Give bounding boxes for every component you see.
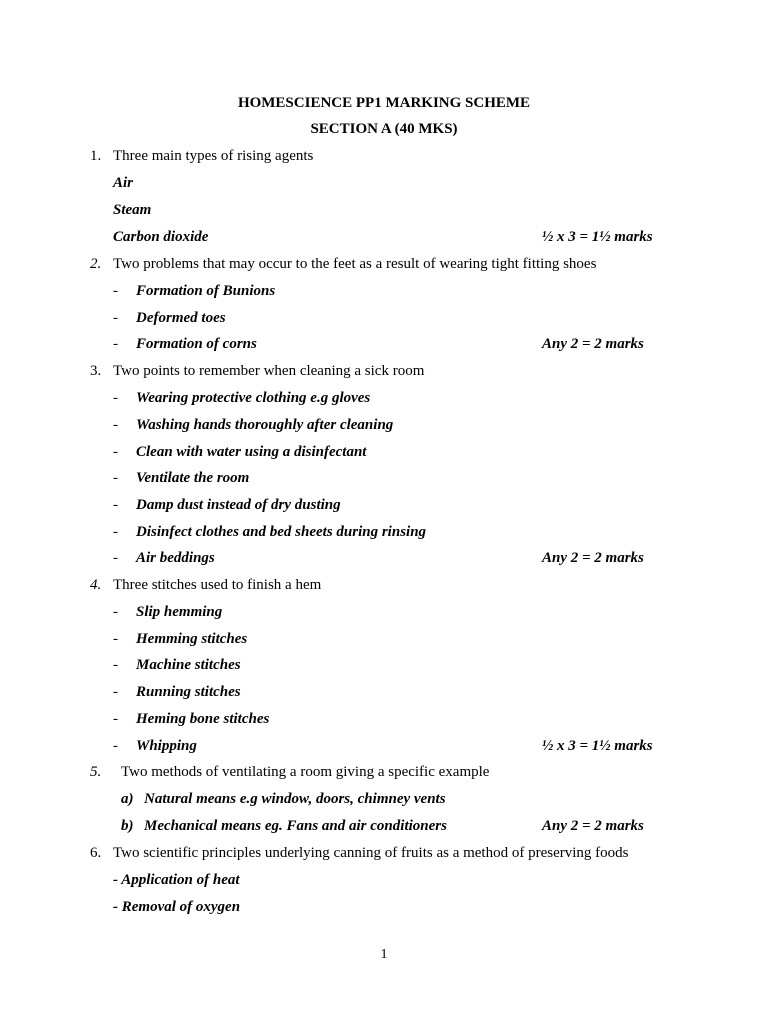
page-number: 1 bbox=[380, 947, 388, 962]
answer-text: Natural means e.g window, doors, chimney vents bbox=[144, 791, 446, 807]
question-number: 4. bbox=[90, 577, 102, 593]
question-text: Two problems that may occur to the feet as a result of wearing tight fitting shoes bbox=[113, 256, 597, 272]
answer-text: Ventilate the room bbox=[136, 470, 250, 486]
answer-text: - Application of heat bbox=[113, 872, 240, 888]
bullet-dash: - bbox=[113, 550, 118, 566]
answer-text: Wearing protective clothing e.g gloves bbox=[136, 390, 371, 406]
answer-text: Running stitches bbox=[136, 684, 241, 700]
question-number: 3. bbox=[90, 363, 102, 379]
bullet-dash: - bbox=[113, 283, 118, 299]
bullet-dash: - bbox=[113, 310, 118, 326]
marks-allocation: Any 2 = 2 marks bbox=[542, 336, 644, 352]
answer-text: Hemming stitches bbox=[136, 631, 248, 647]
answer-label: b) bbox=[121, 818, 134, 834]
marks-allocation: Any 2 = 2 marks bbox=[542, 818, 644, 834]
answer-text: Slip hemming bbox=[136, 604, 223, 620]
question-text: Three stitches used to finish a hem bbox=[113, 577, 322, 593]
bullet-dash: - bbox=[113, 390, 118, 406]
bullet-dash: - bbox=[113, 684, 118, 700]
bullet-dash: - bbox=[113, 336, 118, 352]
bullet-dash: - bbox=[113, 444, 118, 460]
answer-text: - Removal of oxygen bbox=[113, 899, 241, 915]
question-text: Three main types of rising agents bbox=[113, 148, 314, 164]
answer-text: Air bbox=[113, 175, 134, 191]
marks-allocation: Any 2 = 2 marks bbox=[542, 550, 644, 566]
bullet-dash: - bbox=[113, 604, 118, 620]
answer-text: Damp dust instead of dry dusting bbox=[136, 497, 341, 513]
answer-text: Disinfect clothes and bed sheets during rinsing bbox=[136, 524, 427, 540]
question-text: Two points to remember when cleaning a sick room bbox=[113, 363, 425, 379]
question-number: 1. bbox=[90, 148, 102, 164]
answer-text: Formation of corns bbox=[136, 336, 257, 352]
answer-text: Carbon dioxide bbox=[113, 229, 209, 245]
bullet-dash: - bbox=[113, 497, 118, 513]
answer-text: Steam bbox=[113, 202, 152, 218]
answer-text: Deformed toes bbox=[136, 310, 226, 326]
question-number: 2. bbox=[90, 256, 102, 272]
document-title: HOMESCIENCE PP1 MARKING SCHEME bbox=[237, 95, 531, 111]
marks-allocation: ½ x 3 = 1½ marks bbox=[542, 738, 653, 754]
bullet-dash: - bbox=[113, 738, 118, 754]
bullet-dash: - bbox=[113, 657, 118, 673]
answer-text: Clean with water using a disinfectant bbox=[136, 444, 367, 460]
answer-text: Heming bone stitches bbox=[136, 711, 270, 727]
bullet-dash: - bbox=[113, 417, 118, 433]
section-title: SECTION A (40 MKS) bbox=[310, 121, 458, 137]
answer-text: Air beddings bbox=[136, 550, 215, 566]
answer-label: a) bbox=[121, 791, 134, 807]
bullet-dash: - bbox=[113, 631, 118, 647]
bullet-dash: - bbox=[113, 711, 118, 727]
question-number: 5. bbox=[90, 764, 102, 780]
question-number: 6. bbox=[90, 845, 102, 861]
answer-text: Formation of Bunions bbox=[136, 283, 276, 299]
answer-text: Machine stitches bbox=[136, 657, 241, 673]
answer-text: Mechanical means eg. Fans and air conditioners bbox=[144, 818, 447, 834]
marks-allocation: ½ x 3 = 1½ marks bbox=[542, 229, 653, 245]
question-text: Two methods of ventilating a room giving a specific example bbox=[121, 764, 490, 780]
bullet-dash: - bbox=[113, 524, 118, 540]
answer-text: Washing hands thoroughly after cleaning bbox=[136, 417, 394, 433]
question-text: Two scientific principles underlying canning of fruits as a method of preserving foods bbox=[113, 845, 629, 861]
answer-text: Whipping bbox=[136, 738, 197, 754]
bullet-dash: - bbox=[113, 470, 118, 486]
